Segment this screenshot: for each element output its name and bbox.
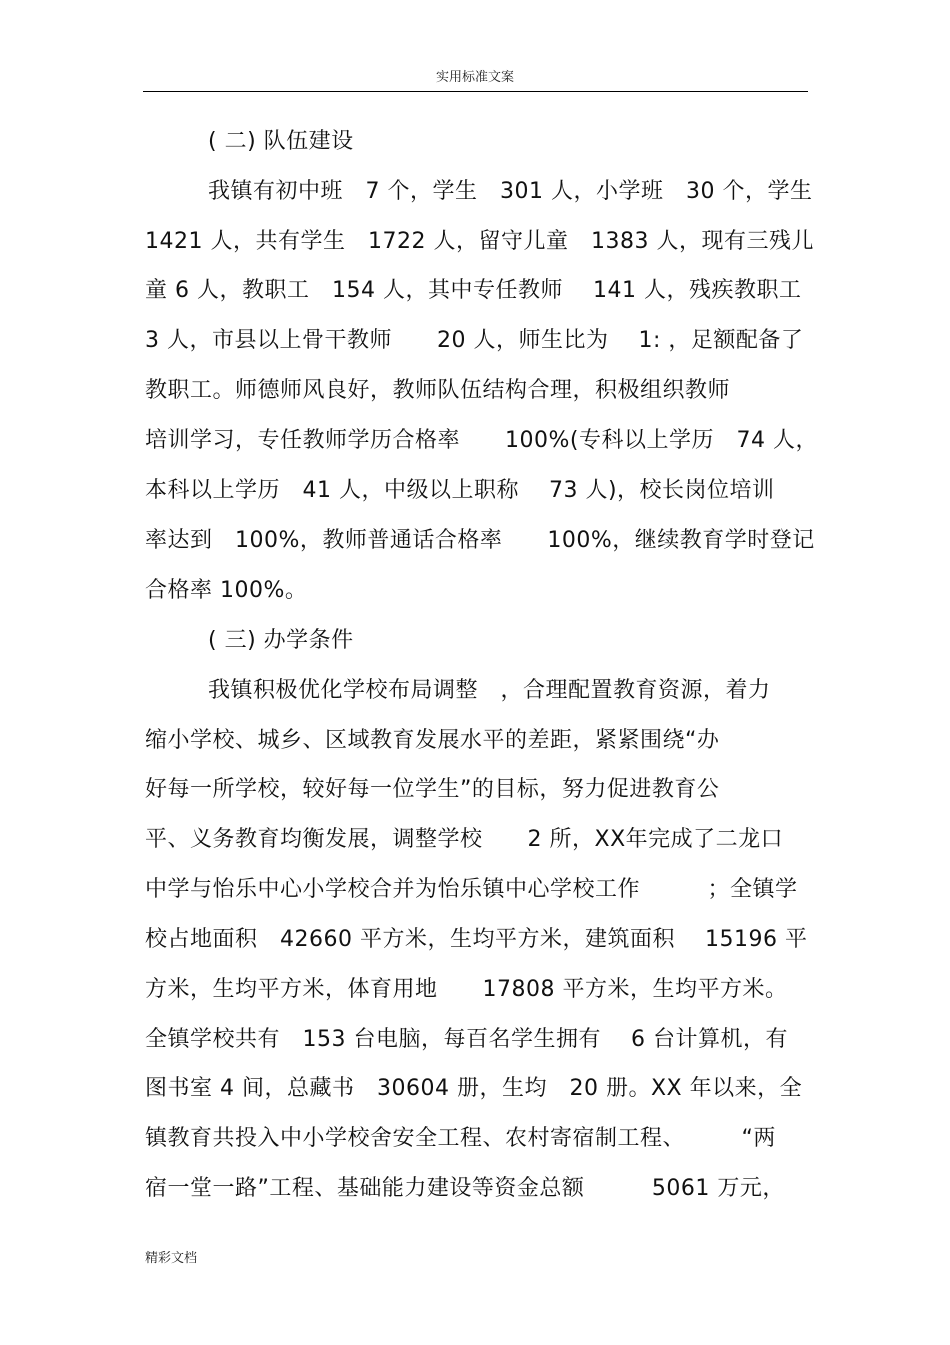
paragraph-line: 图书室 4 间，总藏书 30604 册，生均 20 册。XX 年以来，全 <box>145 1076 803 1101</box>
paragraph-line: 平、义务教育均衡发展，调整学校 2 所，XX年完成了二龙口 <box>145 827 784 852</box>
section-heading: ( 三) 办学条件 <box>208 628 354 653</box>
paragraph-line: 宿一堂一路”工程、基础能力建设等资金总额 5061 万元， <box>145 1176 785 1201</box>
paragraph-line: 校占地面积 42660 平方米，生均平方米，建筑面积 15196 平 <box>145 927 808 952</box>
paragraph-line: 我镇积极优化学校布局调整 ，合理配置教育资源，着力 <box>208 678 771 703</box>
paragraph-line: 1421 人，共有学生 1722 人，留守儿童 1383 人，现有三残儿 <box>145 229 814 254</box>
paragraph-line: 缩小学校、城乡、区域教育发展水平的差距，紧紧围绕“办 <box>145 728 720 753</box>
paragraph-line: 全镇学校共有 153 台电脑，每百名学生拥有 6 台计算机，有 <box>145 1027 788 1052</box>
paragraph-line: 童 6 人，教职工 154 人，其中专任教师 141 人，残疾教职工 <box>145 278 802 303</box>
paragraph-line: 率达到 100%，教师普通话合格率 100%，继续教育学时登记 <box>145 528 815 553</box>
paragraph-line: 好每一所学校，较好每一位学生”的目标，努力促进教育公 <box>145 777 720 802</box>
paragraph-line: 合格率 100%。 <box>145 578 308 603</box>
page-footer-text: 精彩文档 <box>145 1251 198 1266</box>
paragraph-line: 我镇有初中班 7 个，学生 301 人，小学班 30 个，学生 <box>208 179 813 204</box>
paragraph-line: 本科以上学历 41 人，中级以上职称 73 人)，校长岗位培训 <box>145 478 775 503</box>
header-divider <box>143 91 808 92</box>
paragraph-line: 培训学习，专任教师学历合格率 100%(专科以上学历 74 人， <box>145 428 818 453</box>
paragraph-line: 中学与怡乐中心小学校合并为怡乐镇中心学校工作 ；全镇学 <box>145 877 798 902</box>
paragraph-line: 3 人，市县以上骨干教师 20 人，师生比为 1: ，足额配备了 <box>145 328 804 353</box>
paragraph-line: 镇教育共投入中小学校舍安全工程、农村寄宿制工程、 “两 <box>145 1126 776 1151</box>
paragraph-line: 教职工。师德师风良好，教师队伍结构合理，积极组织教师 <box>145 378 731 403</box>
section-heading: ( 二) 队伍建设 <box>208 129 354 154</box>
paragraph-line: 方米，生均平方米，体育用地 17808 平方米，生均平方米。 <box>145 977 788 1002</box>
page-header-title: 实用标准文案 <box>435 70 514 85</box>
